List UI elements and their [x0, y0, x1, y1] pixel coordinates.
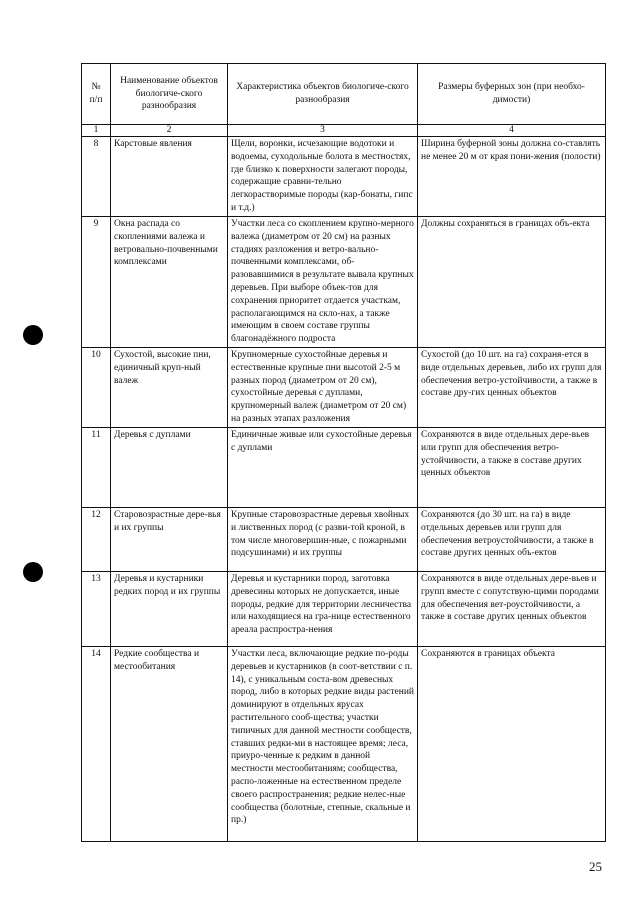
row-number: 13 — [82, 571, 111, 646]
buffer-zone: Сохраняются (до 30 шт. на га) в виде отдельных деревьев или групп для обеспечения ветроустойчивости, а также в составе других ценных объ-ектов — [418, 507, 606, 571]
column-number: 1 — [82, 125, 111, 137]
object-description: Крупные старовозрастные деревья хвойных и лиственных пород (с разви-той кроной, в том числе многовершин-ные, с пожарными подсушинами) и их группы — [228, 507, 418, 571]
punch-hole-top — [23, 325, 43, 345]
object-name: Окна распада со скоплениями валежа и ветровально-почвенными комплексами — [111, 216, 228, 347]
header-number: № п/п — [82, 64, 111, 125]
object-name: Карстовые явления — [111, 137, 228, 217]
object-description: Единичные живые или сухостойные деревья с дуплами — [228, 427, 418, 507]
punch-hole-bottom — [23, 562, 43, 582]
row-number: 8 — [82, 137, 111, 217]
object-description: Участки леса, включающие редкие по-роды деревьев и кустарников (в соот-ветствии с п. 14), с уникальным соста-вом древесных пород, либо в которых редкие виды растений доминируют в отдельных ярусах растительного сооб-щества; участки типичных для данной местности сообществ, ставших редки-ми в настоящее время; леса, приуро-ченные к редким в данной местности местообитаниям; сообщества, распо-ложенные на естественном пределе своего распространения; редкие нелес-ные сообщества (болотные, степные, скальные и пр.) — [228, 646, 418, 841]
table-header-row — [82, 64, 606, 125]
table-row — [82, 348, 606, 428]
table-row — [82, 507, 606, 571]
row-number: 12 — [82, 507, 111, 571]
header-buffer-zone: Размеры буферных зон (при необхо-димости) — [418, 64, 606, 125]
table-row — [82, 427, 606, 507]
object-name: Старовозрастные дере-вья и их группы — [111, 507, 228, 571]
object-name: Сухостой, высокие пни, единичный круп-ный валеж — [111, 348, 228, 428]
header-object-description: Характеристика объектов биологиче-ского разнообразия — [228, 64, 418, 125]
object-description: Крупномерные сухостойные деревья и естественные крупные пни высотой 2-5 м разных пород (диаметром от 20 см), сухостойные деревья с дуплами, крупномерный валеж (диаметром от 20 см) на разных этапах разложения — [228, 348, 418, 428]
object-description: Щели, воронки, исчезающие водотоки и водоемы, суходольные болота в местностях, где близко к поверхности залегают породы, содержащие сравни-тельно легкорастворимые породы (кар-бонаты, гипс и т.д.) — [228, 137, 418, 217]
table-row — [82, 137, 606, 217]
table-row — [82, 571, 606, 646]
column-number: 2 — [111, 125, 228, 137]
object-name: Деревья и кустарники редких пород и их группы — [111, 571, 228, 646]
row-number: 9 — [82, 216, 111, 347]
buffer-zone: Ширина буферной зоны должна со-ставлять не менее 20 м от края пони-жения (полости) — [418, 137, 606, 217]
object-description: Участки леса со скоплением крупно-мерного валежа (диаметром от 20 см) на разных стадиях разложения и ветро-вально-почвенными комплексами, об-разовавшимися в результате вывала крупных деревьев. При выборе объек-тов для сохранения приоритет отдается участкам, располагающимся на скло-нах, а также имеющим в своем составе группы благонадёжного подроста — [228, 216, 418, 347]
buffer-zone: Должны сохраняться в границах объ-екта — [418, 216, 606, 347]
row-number: 11 — [82, 427, 111, 507]
row-number: 14 — [82, 646, 111, 841]
column-number-row — [82, 125, 606, 137]
table-row — [82, 216, 606, 347]
page-number: 25 — [589, 859, 602, 874]
row-number: 10 — [82, 348, 111, 428]
column-number: 3 — [228, 125, 418, 137]
column-number: 4 — [418, 125, 606, 137]
buffer-zone: Сухостой (до 10 шт. на га) сохраня-ется в виде отдельных деревьев, либо их групп для обеспечения ветро-устойчивости, а также в составе дру-гих ценных объектов — [418, 348, 606, 428]
object-description: Деревья и кустарники пород, заготовка древесины которых не допускается, иные породы, редкие для территории лесничества или находящиеся на гра-нице естественного ареала распростра-нения — [228, 571, 418, 646]
table-row — [82, 646, 606, 841]
object-name: Редкие сообщества и местообитания — [111, 646, 228, 841]
buffer-zone: Сохраняются в границах объекта — [418, 646, 606, 841]
object-name: Деревья с дуплами — [111, 427, 228, 507]
biodiversity-objects-table — [81, 63, 606, 842]
header-object-name: Наименование объектов биологиче-ского разнообразия — [111, 64, 228, 125]
buffer-zone: Сохраняются в виде отдельных дере-вьев или групп для обеспечения ветро-устойчивости, а также в составе других ценных объектов — [418, 427, 606, 507]
buffer-zone: Сохраняются в виде отдельных дере-вьев и групп вместе с сопутствую-щими породами для обеспечения вет-роустойчивости, а также в составе других ценных объектов — [418, 571, 606, 646]
